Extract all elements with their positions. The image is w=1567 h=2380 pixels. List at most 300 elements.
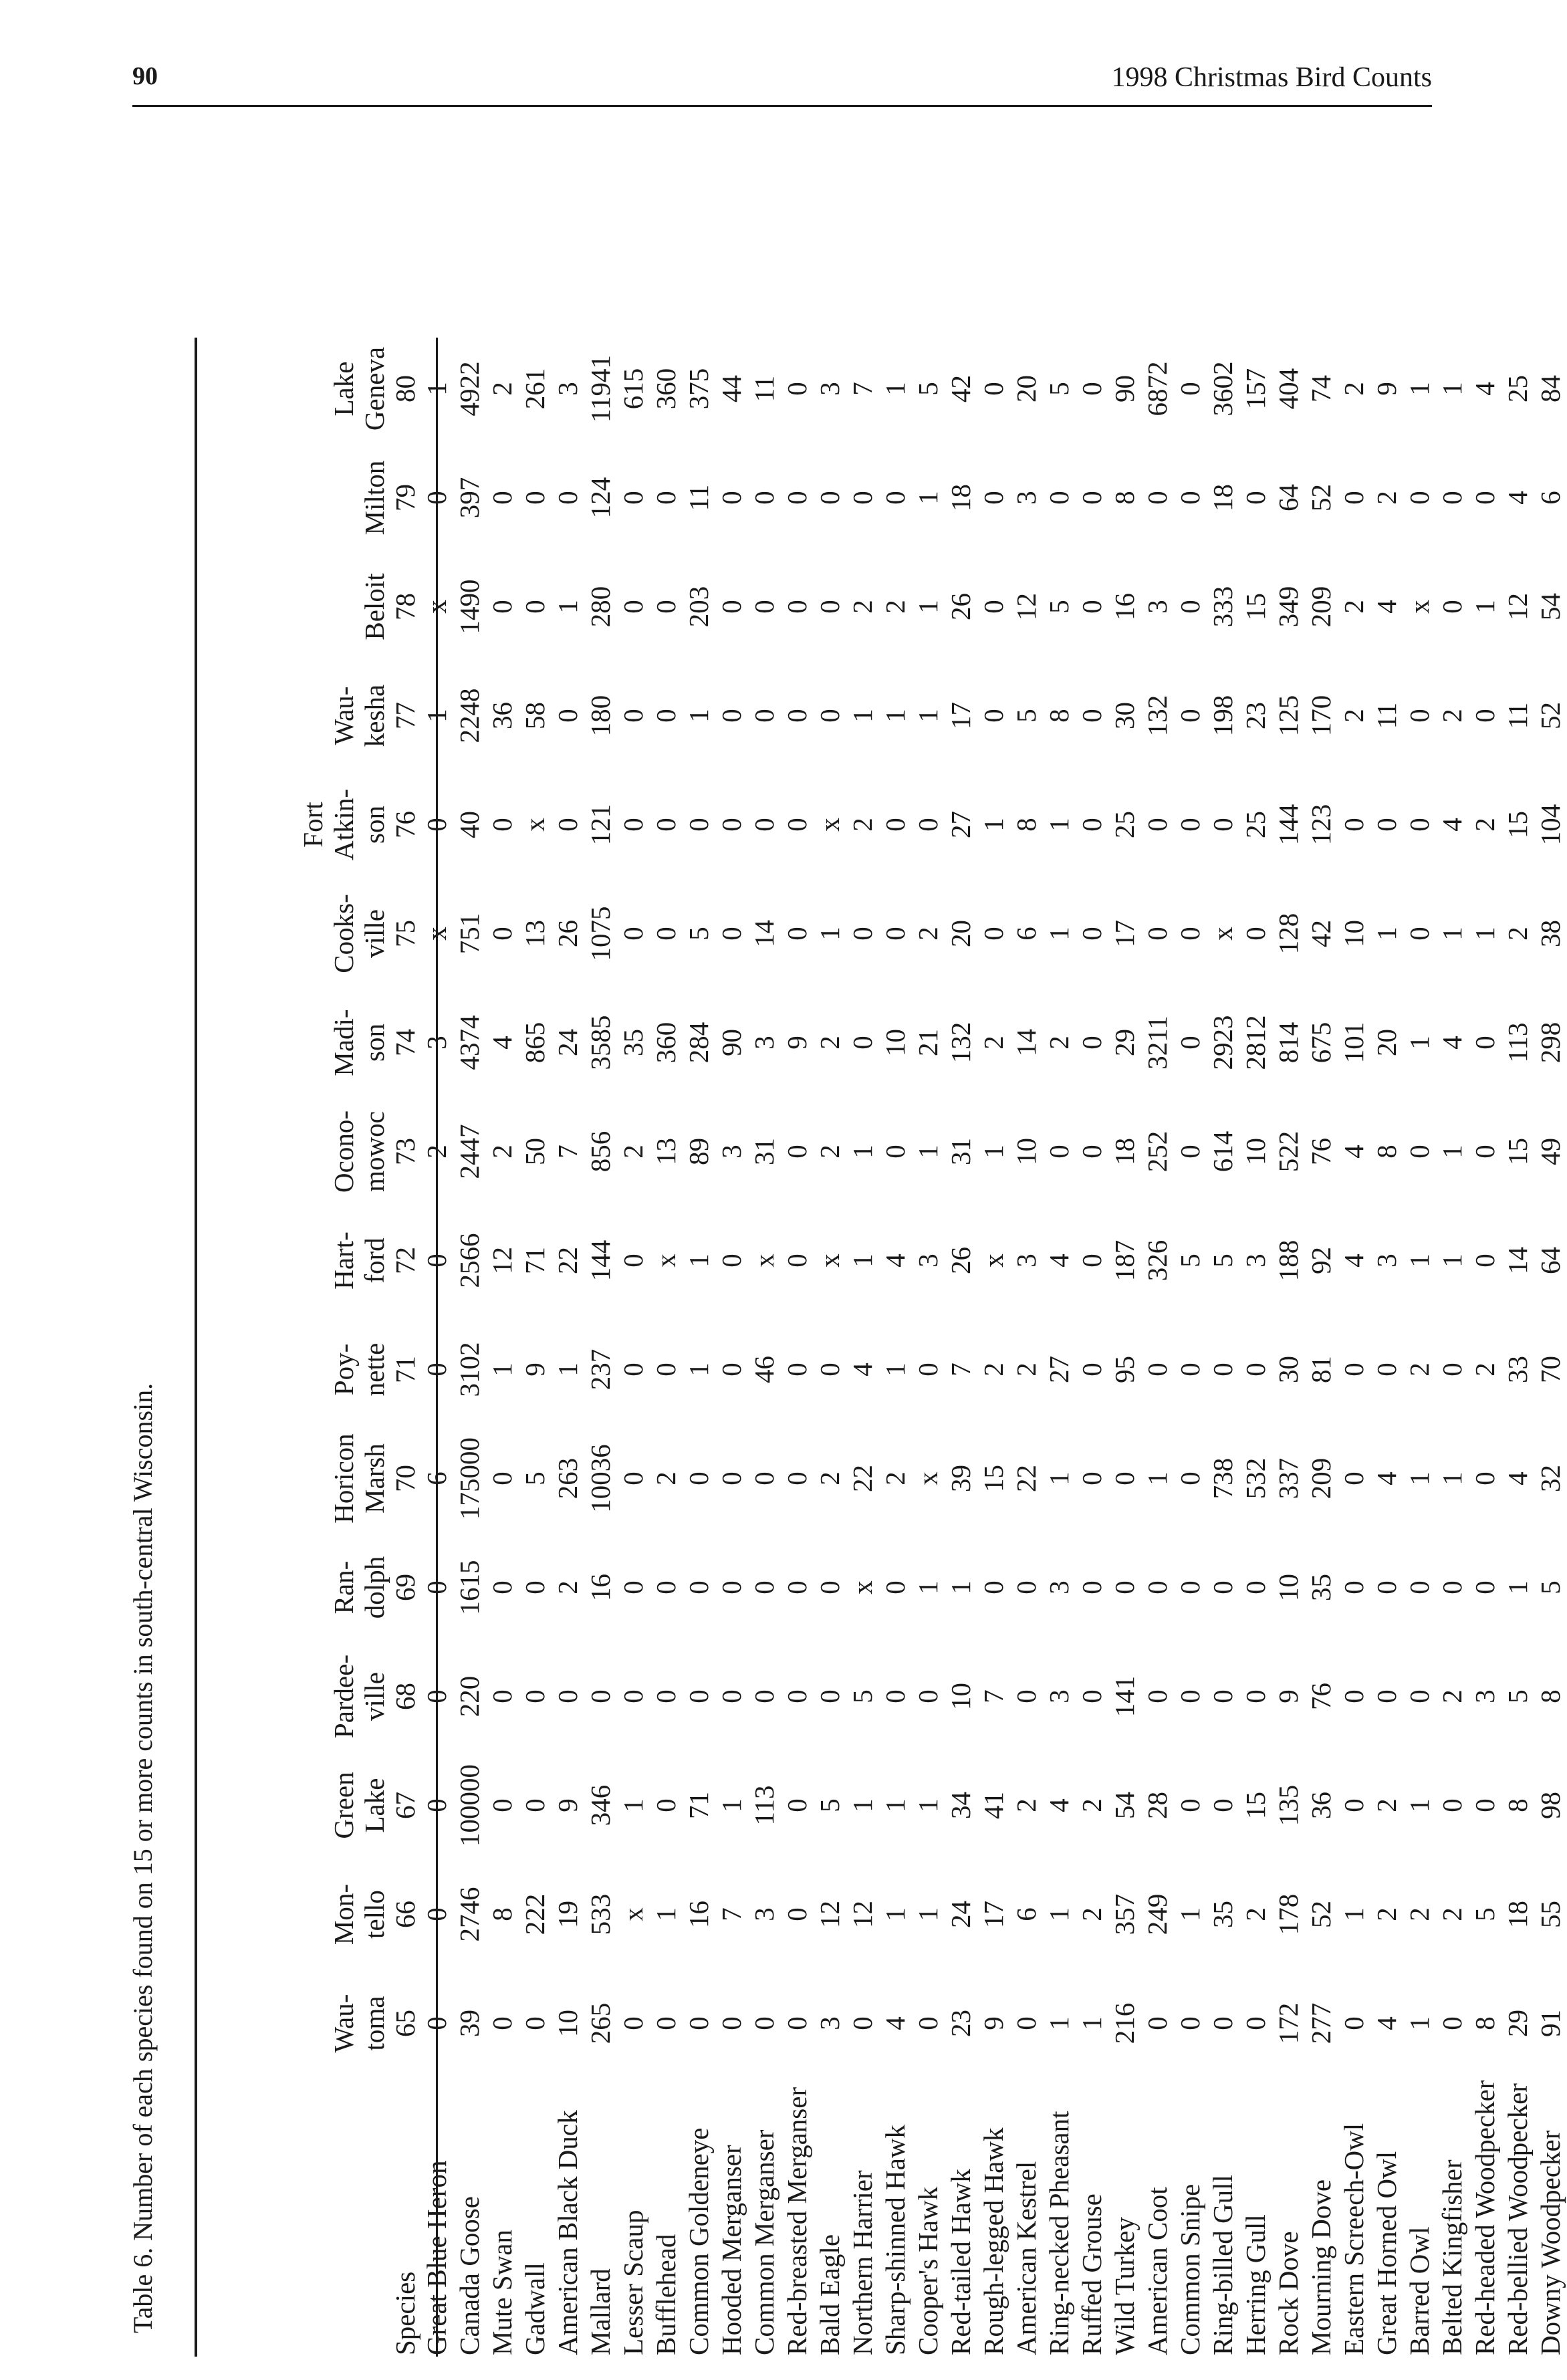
count-cell: 11 bbox=[683, 484, 714, 511]
count-cell: 0 bbox=[1175, 927, 1205, 941]
count-cell: 277 bbox=[1306, 2002, 1336, 2044]
count-cell: 188 bbox=[1273, 1239, 1304, 1282]
count-column-header: Hart- ford 72 bbox=[328, 1231, 420, 1290]
page-number: 90 bbox=[132, 62, 158, 90]
count-cell: 70 bbox=[1535, 1356, 1566, 1383]
count-cell: 0 bbox=[814, 1580, 845, 1594]
table-row bbox=[814, 334, 846, 2357]
count-cell: 0 bbox=[552, 818, 583, 832]
count-cell: 1 bbox=[1371, 927, 1402, 941]
species-name-cell: Ring-necked Pheasant bbox=[1044, 2111, 1074, 2355]
count-cell: 0 bbox=[683, 818, 714, 832]
count-cell: 0 bbox=[716, 2016, 747, 2030]
count-cell: 0 bbox=[749, 1580, 779, 1594]
count-cell: 1 bbox=[650, 1907, 681, 1921]
count-cell: 203 bbox=[683, 586, 714, 628]
count-cell: 10 bbox=[1011, 1138, 1042, 1165]
count-cell: 0 bbox=[650, 1362, 681, 1377]
count-cell: 1 bbox=[716, 1798, 747, 1812]
count-cell: 1 bbox=[1437, 927, 1467, 941]
count-cell: 0 bbox=[1240, 1580, 1271, 1594]
count-cell: 856 bbox=[585, 1130, 616, 1173]
count-cell: 2 bbox=[1469, 1362, 1500, 1377]
count-cell: 0 bbox=[1044, 1145, 1074, 1159]
count-cell: 11 bbox=[1502, 702, 1533, 729]
count-cell: 33 bbox=[1502, 1356, 1533, 1383]
count-cell: 0 bbox=[421, 1689, 452, 1703]
count-cell: 15 bbox=[1240, 593, 1271, 620]
count-cell: 237 bbox=[585, 1348, 616, 1391]
count-cell: 6 bbox=[1535, 491, 1566, 505]
count-cell: 397 bbox=[454, 477, 485, 519]
species-name-cell: Belted Kingfisher bbox=[1437, 2159, 1467, 2355]
count-cell: 10 bbox=[1240, 1138, 1271, 1165]
count-cell: 0 bbox=[1469, 1145, 1500, 1159]
count-cell: 0 bbox=[1469, 1798, 1500, 1812]
table-row bbox=[781, 334, 814, 2357]
count-cell: 74 bbox=[1306, 375, 1336, 402]
count-cell: 0 bbox=[1338, 491, 1369, 505]
count-cell: 0 bbox=[978, 491, 1009, 505]
count-cell: 4374 bbox=[454, 1015, 485, 1070]
count-cell: 0 bbox=[880, 927, 911, 941]
count-cell: 298 bbox=[1535, 1022, 1566, 1064]
count-cell: 26 bbox=[945, 593, 976, 620]
species-column-header: Species bbox=[390, 2271, 420, 2355]
count-cell: 2 bbox=[1044, 1036, 1074, 1050]
count-cell: 1 bbox=[683, 1254, 714, 1268]
count-cell: 4 bbox=[1338, 1145, 1369, 1159]
table-caption: Table 6. Number of each species found on 15 or more counts in south-central Wisconsin. bbox=[128, 1383, 158, 2333]
count-cell: 7 bbox=[716, 1907, 747, 1921]
count-cell: 2 bbox=[1338, 382, 1369, 396]
count-cell: 0 bbox=[913, 818, 943, 832]
count-cell: x bbox=[1404, 600, 1435, 614]
count-cell: 0 bbox=[913, 1362, 943, 1377]
count-cell: 18 bbox=[1502, 1901, 1533, 1928]
count-cell: 0 bbox=[487, 927, 517, 941]
count-cell: 0 bbox=[880, 1689, 911, 1703]
species-name-cell: Lesser Scaup bbox=[618, 2210, 648, 2355]
count-cell: 2 bbox=[552, 1580, 583, 1594]
count-cell: x bbox=[978, 1254, 1009, 1268]
count-cell: 0 bbox=[618, 927, 648, 941]
count-cell: 0 bbox=[618, 709, 648, 723]
count-cell: 91 bbox=[1535, 2010, 1566, 2037]
species-name-cell: Eastern Screech-Owl bbox=[1338, 2123, 1369, 2355]
count-cell: 0 bbox=[1371, 1362, 1402, 1377]
count-cell: x bbox=[847, 1580, 878, 1594]
count-cell: 0 bbox=[1142, 2016, 1173, 2030]
count-cell: 22 bbox=[1011, 1465, 1042, 1492]
count-cell: 2923 bbox=[1207, 1015, 1238, 1070]
count-cell: 1 bbox=[847, 1145, 878, 1159]
count-cell: 0 bbox=[1371, 1689, 1402, 1703]
count-cell: 0 bbox=[519, 491, 550, 505]
count-column-header: Lake Geneva 80 bbox=[328, 346, 420, 431]
count-cell: 25 bbox=[1109, 811, 1140, 838]
table-top-rule bbox=[195, 338, 197, 2357]
count-cell: 3 bbox=[1142, 600, 1173, 614]
count-cell: 1 bbox=[913, 1798, 943, 1812]
count-cell: 1 bbox=[1437, 1471, 1467, 1485]
table-row bbox=[1370, 334, 1403, 2357]
count-cell: 1 bbox=[913, 1145, 943, 1159]
count-cell: 58 bbox=[519, 702, 550, 729]
count-cell: 0 bbox=[1437, 1362, 1467, 1377]
count-column-header: Wau- toma 65 bbox=[328, 1994, 420, 2053]
count-cell: 1 bbox=[1404, 1471, 1435, 1485]
table-row bbox=[1010, 334, 1043, 2357]
count-cell: 0 bbox=[1076, 1471, 1107, 1485]
count-cell: 0 bbox=[1207, 1689, 1238, 1703]
count-cell: 0 bbox=[1109, 1580, 1140, 1594]
count-cell: 222 bbox=[519, 1893, 550, 1935]
count-cell: 15 bbox=[978, 1465, 1009, 1492]
count-cell: 1 bbox=[814, 927, 845, 941]
count-cell: 10036 bbox=[585, 1444, 616, 1513]
count-cell: 0 bbox=[683, 1580, 714, 1594]
count-cell: 0 bbox=[913, 1689, 943, 1703]
count-cell: 42 bbox=[945, 375, 976, 402]
count-cell: 17 bbox=[945, 702, 976, 729]
count-cell: 0 bbox=[650, 1580, 681, 1594]
bird-count-table bbox=[244, 334, 1567, 2357]
table-row bbox=[912, 334, 945, 2357]
count-cell: 1 bbox=[913, 600, 943, 614]
count-cell: 5 bbox=[1011, 709, 1042, 723]
count-cell: 0 bbox=[1240, 1362, 1271, 1377]
count-cell: 1 bbox=[880, 382, 911, 396]
count-cell: 3 bbox=[1240, 1254, 1271, 1268]
count-cell: 95 bbox=[1109, 1356, 1140, 1383]
count-cell: 3 bbox=[814, 382, 845, 396]
count-cell: x bbox=[421, 927, 452, 941]
count-cell: 38 bbox=[1535, 920, 1566, 947]
count-cell: 3585 bbox=[585, 1015, 616, 1070]
count-cell: 3 bbox=[749, 1907, 779, 1921]
count-cell: 375 bbox=[683, 368, 714, 410]
count-cell: 1 bbox=[1502, 1580, 1533, 1594]
count-cell: 2 bbox=[1469, 818, 1500, 832]
count-cell: 76 bbox=[1306, 1138, 1336, 1165]
table-row bbox=[1501, 334, 1534, 2357]
count-cell: 1 bbox=[618, 1798, 648, 1812]
species-name-cell: American Coot bbox=[1142, 2187, 1173, 2355]
count-cell: 2 bbox=[847, 600, 878, 614]
count-cell: 0 bbox=[749, 491, 779, 505]
count-cell: 44 bbox=[716, 375, 747, 402]
count-cell: 1490 bbox=[454, 579, 485, 634]
count-cell: 0 bbox=[781, 1471, 812, 1485]
count-cell: 31 bbox=[749, 1138, 779, 1165]
table-row bbox=[1305, 334, 1338, 2357]
count-cell: 0 bbox=[1076, 1362, 1107, 1377]
count-cell: 0 bbox=[1404, 491, 1435, 505]
count-cell: 132 bbox=[1142, 695, 1173, 737]
count-cell: 2 bbox=[880, 1471, 911, 1485]
count-cell: 0 bbox=[978, 1580, 1009, 1594]
count-cell: 1 bbox=[880, 1907, 911, 1921]
count-cell: 0 bbox=[1142, 491, 1173, 505]
count-cell: 36 bbox=[1306, 1792, 1336, 1819]
count-cell: 0 bbox=[814, 491, 845, 505]
count-cell: 0 bbox=[1175, 1798, 1205, 1812]
count-cell: 0 bbox=[1076, 1254, 1107, 1268]
count-cell: 0 bbox=[1404, 1689, 1435, 1703]
count-cell: 1 bbox=[487, 1362, 517, 1377]
count-cell: 216 bbox=[1109, 2002, 1140, 2044]
count-cell: 1 bbox=[978, 818, 1009, 832]
count-column-header: Ocono- mowoc 73 bbox=[328, 1110, 420, 1193]
count-cell: 0 bbox=[978, 600, 1009, 614]
count-cell: 0 bbox=[781, 1362, 812, 1377]
table-body bbox=[420, 334, 1567, 2357]
count-cell: 0 bbox=[749, 818, 779, 832]
count-cell: 0 bbox=[781, 1689, 812, 1703]
count-cell: 50 bbox=[519, 1138, 550, 1165]
table-row bbox=[617, 334, 650, 2357]
count-cell: 0 bbox=[1076, 1036, 1107, 1050]
count-cell: 3 bbox=[1011, 1254, 1042, 1268]
count-cell: 2 bbox=[978, 1036, 1009, 1050]
count-cell: 0 bbox=[1175, 491, 1205, 505]
count-cell: 0 bbox=[1404, 1580, 1435, 1594]
count-cell: 5 bbox=[1535, 1580, 1566, 1594]
count-cell: 36 bbox=[487, 702, 517, 729]
count-column-header: Ran- dolph 69 bbox=[328, 1556, 420, 1619]
count-cell: 1 bbox=[1044, 1471, 1074, 1485]
count-cell: 0 bbox=[487, 2016, 517, 2030]
count-cell: 2 bbox=[1076, 1907, 1107, 1921]
count-cell: 1 bbox=[880, 709, 911, 723]
count-cell: 0 bbox=[1175, 1580, 1205, 1594]
count-cell: 4 bbox=[1469, 382, 1500, 396]
count-cell: 128 bbox=[1273, 913, 1304, 955]
count-cell: 4 bbox=[880, 1254, 911, 1268]
count-cell: 11941 bbox=[585, 355, 616, 423]
count-cell: 19 bbox=[552, 1901, 583, 1928]
count-cell: 5 bbox=[913, 382, 943, 396]
count-cell: 141 bbox=[1109, 1675, 1140, 1717]
count-cell: 0 bbox=[1469, 1471, 1500, 1485]
count-cell: 10 bbox=[945, 1683, 976, 1710]
count-cell: 20 bbox=[1011, 375, 1042, 402]
count-cell: 249 bbox=[1142, 1893, 1173, 1935]
count-cell: 0 bbox=[1076, 600, 1107, 614]
count-cell: 6 bbox=[1011, 1907, 1042, 1921]
count-cell: 252 bbox=[1142, 1130, 1173, 1173]
count-cell: 1 bbox=[880, 1362, 911, 1377]
table-row bbox=[683, 334, 715, 2357]
count-cell: 349 bbox=[1273, 586, 1304, 628]
species-name-cell: Wild Turkey bbox=[1109, 2217, 1140, 2355]
table-row bbox=[1043, 334, 1076, 2357]
count-cell: 3602 bbox=[1207, 361, 1238, 416]
count-cell: 0 bbox=[618, 491, 648, 505]
count-cell: 157 bbox=[1240, 368, 1271, 410]
species-name-cell: Gadwall bbox=[519, 2262, 550, 2355]
count-cell: 0 bbox=[1338, 1689, 1369, 1703]
count-cell: 0 bbox=[1371, 818, 1402, 832]
species-name-cell: Northern Harrier bbox=[847, 2170, 878, 2355]
count-cell: 64 bbox=[1273, 484, 1304, 511]
count-cell: x bbox=[1207, 927, 1238, 941]
count-cell: 4 bbox=[847, 1362, 878, 1377]
count-cell: 0 bbox=[1469, 709, 1500, 723]
count-cell: 0 bbox=[650, 1798, 681, 1812]
count-cell: 333 bbox=[1207, 586, 1238, 628]
count-cell: 187 bbox=[1109, 1239, 1140, 1282]
count-cell: 0 bbox=[1076, 709, 1107, 723]
count-cell: 1 bbox=[1404, 1036, 1435, 1050]
count-cell: 1 bbox=[913, 709, 943, 723]
count-cell: 738 bbox=[1207, 1457, 1238, 1500]
count-cell: 4 bbox=[1502, 491, 1533, 505]
count-cell: 11 bbox=[1371, 702, 1402, 729]
species-name-cell: Mallard bbox=[585, 2268, 616, 2355]
count-cell: 31 bbox=[945, 1138, 976, 1165]
count-cell: 2 bbox=[1338, 709, 1369, 723]
count-cell: 261 bbox=[519, 368, 550, 410]
count-cell: 0 bbox=[487, 1471, 517, 1485]
count-cell: 0 bbox=[1338, 2016, 1369, 2030]
count-cell: 1 bbox=[683, 1362, 714, 1377]
table-row bbox=[584, 334, 617, 2357]
count-cell: 5 bbox=[1175, 1254, 1205, 1268]
count-cell: 0 bbox=[519, 1798, 550, 1812]
count-cell: 360 bbox=[650, 1022, 681, 1064]
count-cell: 71 bbox=[683, 1792, 714, 1819]
count-cell: 0 bbox=[552, 709, 583, 723]
count-cell: 9 bbox=[1273, 1689, 1304, 1703]
count-cell: 2812 bbox=[1240, 1015, 1271, 1070]
count-cell: 4 bbox=[1044, 1254, 1074, 1268]
count-cell: 2 bbox=[847, 818, 878, 832]
count-cell: 41 bbox=[978, 1792, 1009, 1819]
count-cell: 209 bbox=[1306, 586, 1336, 628]
count-cell: 0 bbox=[781, 600, 812, 614]
count-cell: 0 bbox=[716, 1580, 747, 1594]
count-cell: 52 bbox=[1306, 1901, 1336, 1928]
count-cell: 0 bbox=[650, 491, 681, 505]
count-cell: 0 bbox=[552, 491, 583, 505]
count-cell: 17 bbox=[978, 1901, 1009, 1928]
count-cell: 522 bbox=[1273, 1130, 1304, 1173]
count-cell: x bbox=[421, 600, 452, 614]
count-cell: 5 bbox=[519, 1471, 550, 1485]
count-cell: 8 bbox=[1502, 1798, 1533, 1812]
table-row bbox=[1534, 334, 1567, 2357]
count-cell: 22 bbox=[847, 1465, 878, 1492]
count-cell: 9 bbox=[781, 1036, 812, 1050]
count-cell: 0 bbox=[1076, 818, 1107, 832]
count-cell: 1 bbox=[1044, 2016, 1074, 2030]
count-cell: 0 bbox=[716, 818, 747, 832]
count-cell: 337 bbox=[1273, 1457, 1304, 1500]
count-cell: 9 bbox=[519, 1362, 550, 1377]
table-row bbox=[519, 334, 552, 2357]
count-cell: 0 bbox=[618, 1254, 648, 1268]
count-cell: 1 bbox=[880, 1798, 911, 1812]
count-cell: 0 bbox=[1175, 2016, 1205, 2030]
count-cell: 2 bbox=[1338, 600, 1369, 614]
count-cell: 265 bbox=[585, 2002, 616, 2044]
count-cell: 0 bbox=[1469, 1580, 1500, 1594]
table-row bbox=[945, 334, 977, 2357]
count-cell: 1 bbox=[1404, 1254, 1435, 1268]
count-cell: 170 bbox=[1306, 695, 1336, 737]
count-cell: 0 bbox=[781, 382, 812, 396]
count-cell: 0 bbox=[1175, 382, 1205, 396]
count-column-header: Madi- son 74 bbox=[328, 1009, 420, 1076]
count-cell: 2 bbox=[1404, 1907, 1435, 1921]
count-cell: 1 bbox=[1469, 927, 1500, 941]
count-cell: 2248 bbox=[454, 688, 485, 743]
count-cell: 0 bbox=[749, 2016, 779, 2030]
count-cell: 16 bbox=[585, 1574, 616, 1601]
count-cell: 326 bbox=[1142, 1239, 1173, 1282]
count-cell: 5 bbox=[847, 1689, 878, 1703]
count-cell: 0 bbox=[1175, 1362, 1205, 1377]
species-name-cell: Rock Dove bbox=[1273, 2231, 1304, 2355]
table-row bbox=[1174, 334, 1207, 2357]
count-cell: 1 bbox=[913, 1907, 943, 1921]
count-column-header: Horicon Marsh 70 bbox=[328, 1433, 420, 1524]
count-cell: 0 bbox=[1404, 1145, 1435, 1159]
count-cell: 2 bbox=[1502, 927, 1533, 941]
count-cell: 32 bbox=[1535, 1465, 1566, 1492]
count-cell: 16 bbox=[683, 1901, 714, 1928]
count-cell: 2 bbox=[1437, 1907, 1467, 1921]
count-cell: 18 bbox=[1207, 484, 1238, 511]
count-cell: 751 bbox=[454, 913, 485, 955]
count-cell: 0 bbox=[1437, 491, 1467, 505]
table-row bbox=[748, 334, 781, 2357]
count-cell: 2 bbox=[913, 927, 943, 941]
count-cell: 8 bbox=[1044, 709, 1074, 723]
count-cell: 2 bbox=[978, 1362, 1009, 1377]
species-name-cell: Barred Owl bbox=[1404, 2226, 1435, 2355]
count-cell: 49 bbox=[1535, 1138, 1566, 1165]
count-cell: 12 bbox=[847, 1901, 878, 1928]
count-cell: 34 bbox=[945, 1792, 976, 1819]
count-cell: 0 bbox=[1142, 927, 1173, 941]
count-cell: 10 bbox=[1273, 1574, 1304, 1601]
count-cell: 0 bbox=[650, 2016, 681, 2030]
count-cell: 29 bbox=[1109, 1029, 1140, 1056]
count-cell: 220 bbox=[454, 1675, 485, 1717]
count-cell: 0 bbox=[1011, 1580, 1042, 1594]
count-cell: 1 bbox=[847, 709, 878, 723]
count-cell: 2 bbox=[618, 1145, 648, 1159]
count-cell: 2 bbox=[814, 1145, 845, 1159]
count-cell: 0 bbox=[1469, 491, 1500, 505]
count-cell: 404 bbox=[1273, 368, 1304, 410]
count-cell: 3 bbox=[421, 1036, 452, 1050]
count-cell: 1 bbox=[1044, 818, 1074, 832]
count-cell: 26 bbox=[945, 1247, 976, 1274]
count-cell: 52 bbox=[1535, 702, 1566, 729]
count-column-header: Wau- kesha 77 bbox=[328, 684, 420, 747]
count-cell: 3 bbox=[1044, 1580, 1074, 1594]
count-cell: 28 bbox=[1142, 1792, 1173, 1819]
count-column-header: Beloit 78 bbox=[359, 573, 420, 640]
count-cell: 35 bbox=[618, 1029, 648, 1056]
count-cell: 3211 bbox=[1142, 1016, 1173, 1070]
count-cell: 865 bbox=[519, 1022, 550, 1064]
species-name-cell: American Black Duck bbox=[552, 2110, 583, 2355]
